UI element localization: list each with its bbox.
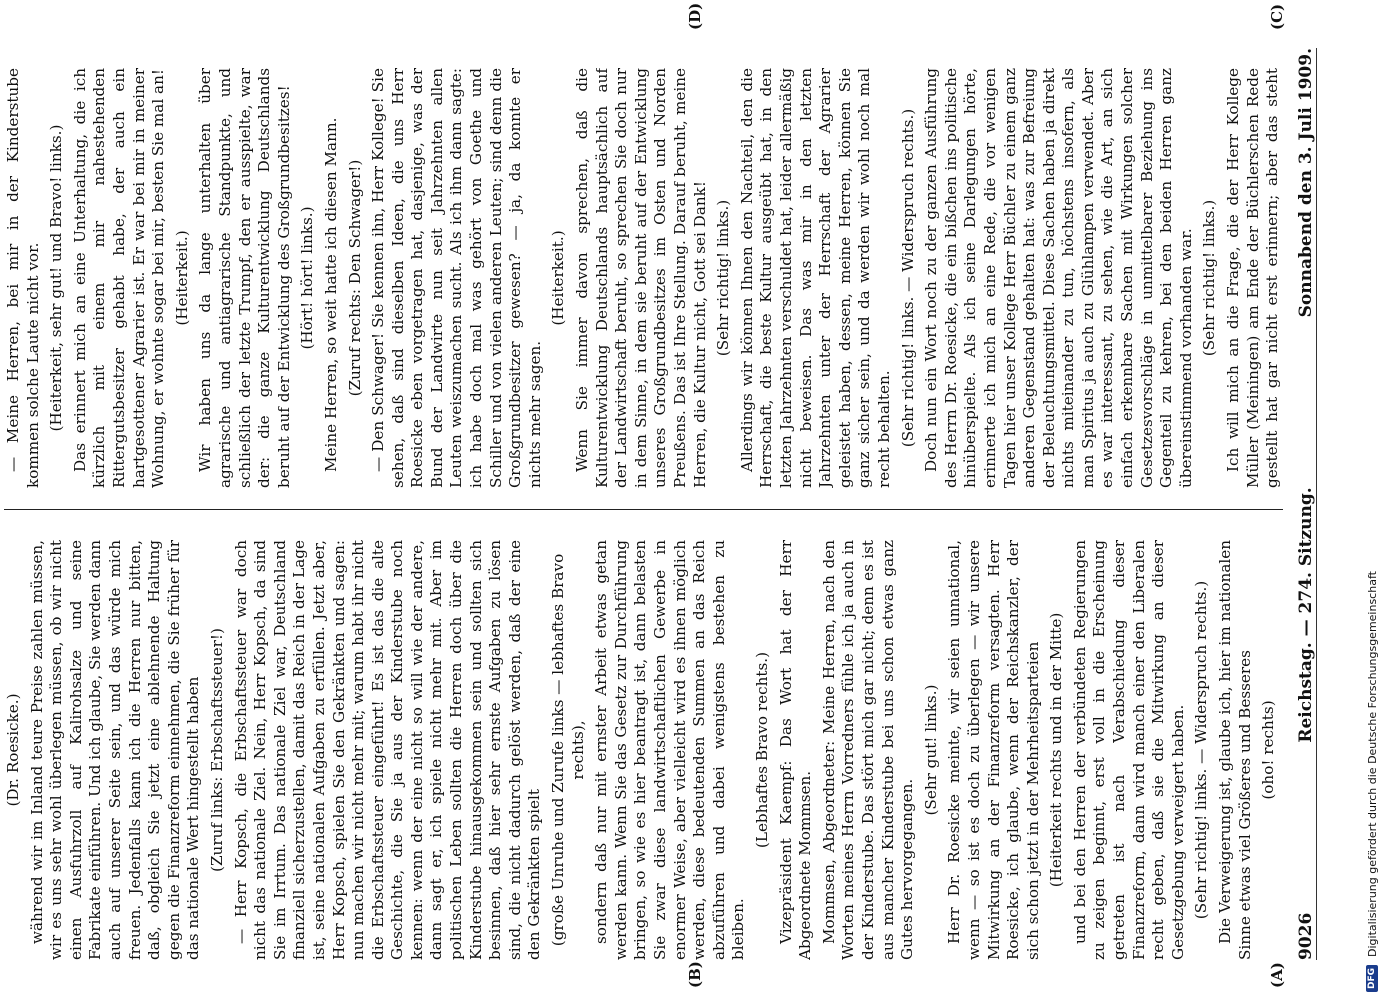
paragraph: — Den Schwager! Sie kennen ihn, Herr Kollege! Sie sehen, daß sind dieselben Ideen, die uns Herr Roesicke eben vorgetragen hat, dasjenige, was der Bund der Landwirte nun seit Jahrzehnten allen Leuten weiszumachen sucht. Als ich ihm dann sagte: ich habe doch mal was gehört von Goethe und Schiller und von vielen anderen Leuten; sind denn die Großgrundbesitzer gewesen? — ja, da konnte er nichts mehr sagen.	[369, 68, 544, 488]
page-header	[1288, 48, 1317, 960]
stage-direction: (Dr. Roesicke.)	[4, 693, 22, 807]
paragraph: Das erinnert mich an eine Unterhaltung, die ich kürzlich mit einem mir nahestehenden Rittergutsbesitzer gehabt habe, der auch ein hartgesottener Agrarier ist. Er war bei mir in meiner Wohnung, er wohnte sogar bei mir, besten Sie mal an!	[70, 68, 168, 488]
stage-direction: (Heiterkeit, sehr gut! und Bravo! links.)	[47, 124, 66, 432]
stage-direction: (Sehr richtig! links. — Widerspruch rechts.)	[898, 108, 917, 448]
paragraph: Ich will mich an die Frage, die der Herr Kollege Müller (Meiningen) am Ende der Büchlerschen Rede gestellt hat gar nicht erst erinnern; aber das steht	[1224, 68, 1282, 488]
stage-direction: (Hört! hört! links.)	[298, 206, 317, 350]
paragraph: Vizepräsident Kaempf: Das Wort hat der Herr Abgeordnete Mommsen.	[776, 540, 815, 960]
paragraph: und bei den Herren der verbündeten Regierungen zu zeigen beginnt, erst voll in die Erscheinung getreten ist nach Verabschiedung dieser Finanzreform, dann wird manch einer den Liberalen recht geben, daß sie die Mitwirkung an dieser Gesetzgebung verweigert haben.	[1070, 540, 1187, 960]
page-title: Reichstag. — 274. Sitzung.	[1296, 487, 1316, 743]
paragraph: Wir haben uns da lange unterhalten über agrarische und antiagrarische Standpunkte, und schließlich der letzte Trumpf, den er ausspielte, war der: die ganze Kulturentwicklung Deutschlands beruht auf der Entwicklung des Großgrundbesitzes!	[196, 68, 293, 488]
paragraph: während wir im Inland teure Preise zahlen müssen, wir es uns sehr wohl überlegen müssen, ob wir nicht einen Ausfuhrzoll auf Kalirohsalze und seine Fabrikate einführen. Und ich glaube, Sie werden dann auch auf unserer Seite sein, und das würde mich freuen. Jedenfalls kann ich die Herren nur bitten, daß, obgleich Sie jetzt eine ablehnende Haltung gegen die Finanzreform einnehmen, die Sie früher für das nationale Wert hingestellt haben	[27, 540, 203, 960]
paragraph: Wenn Sie immer davon sprechen, daß die Kulturentwicklung Deutschlands hauptsächlich auf der Landwirtschaft beruht, so sprechen Sie doch nur in dem Sinne, in dem sie beruht auf der Entwicklung unseres Großgrundbesitzes im Osten und Norden Preußens. Das ist Ihre Stellung. Darauf beruht, meine Herren, die Kultur nicht, Gott sei Dank!	[573, 68, 709, 488]
session-date: Sonnabend den 3. Juli 1909.	[1296, 48, 1316, 318]
page-number: 9026	[1296, 912, 1316, 960]
column-divider	[4, 509, 1283, 510]
stage-direction: (Heiterkeit.)	[172, 230, 191, 326]
paragraph: sondern daß nur mit ernster Arbeit etwas getan werden kann. Wenn Sie das Gesetz zur Durchführung bringen, so wie es hier beantragt ist, dann belasten Sie zwar diese landwirtschaftlichen Gewerbe in enormer Weise, aber vielleicht wird es ihnen möglich werden, diese bedeutenden Summen an das Reich abzuführen und dabei wenigstens bestehen zu bleiben.	[592, 540, 748, 960]
paragraph: Doch nun ein Wort noch zu der ganzen Ausführung des Herrn Dr. Roesicke, die ein bißchen ins politische hinüberspielte. Als ich seine Darlegungen hörte, erinnerte ich mich an eine Rede, die vor wenigen Tagen hier unser Kollege Herr Büchler zu einem ganz anderen Gegenstand gehalten hat: was zur Befreiung der Beleuchtungsmittel. Diese Sachen haben ja direkt nichts miteinander zu tun, höchstens insofern, als man Spiritus ja auch zu Glühlampen verwendet. Aber es war interessant, zu sehen, wie die Art, an sich einfach erkennbare Sachen mit Wirkungen solcher Gesetzesvorschläge in unmittelbarer Beziehung ins Gegenteil zu kehren, bei den beiden Herren ganz übereinstimmend vorhanden war.	[922, 68, 1195, 488]
stage-direction: (Sehr richtig! links.)	[1200, 199, 1219, 357]
right-column	[4, 68, 1283, 488]
stage-direction: (Zuruf links: Erbschaftssteuer!)	[207, 628, 226, 872]
paragraph: — Meine Herren, bei mir in der Kinderstube kommen solche Laute nicht vor.	[4, 68, 42, 488]
margin-mark-d: (D)	[686, 2, 704, 30]
stage-direction: (große Unruhe und Zurufe links — lebhaftes Bravo rechts),	[549, 553, 587, 947]
margin-mark-c: (C)	[1268, 3, 1286, 30]
stage-direction: (Lebhaftes Bravo rechts.)	[752, 651, 771, 849]
margin-mark-a: (A)	[1268, 962, 1286, 988]
stage-direction: (Heiterkeit rechts und in der Mitte)	[1047, 612, 1066, 888]
footer-credit: Digitalisierung gefördert durch die Deutsche Forschungsgemeinschaft	[1365, 571, 1379, 957]
paragraph: Die Verweigerung ist, glaube ich, hier im nationalen Sinne etwas viel Größeres und Besseres	[1216, 540, 1254, 960]
stage-direction: (Sehr richtig! links. — Widerspruch rechts.)	[1192, 580, 1211, 920]
stage-direction: (Zuruf rechts: Den Schwager!)	[345, 159, 364, 397]
paragraph: Meine Herren, so weit hatte ich diesen Mann.	[321, 117, 340, 472]
left-column	[4, 540, 1283, 960]
paragraph: Herr Dr. Roesicke meinte, wir seien unnational, wenn — so ist es doch zu überlegen — wir unsere Mitwirkung an der Finanzreform versagten. Herr Roesicke, ich glaube, wenn der Reichskanzler, der sich schon jetzt in der Mehrheitsparteien	[945, 540, 1042, 960]
paragraph: — Herr Kopsch, die Erbschaftssteuer war doch nicht das nationale Ziel. Nein, Herr Kopsch, da sind Sie im Irrtum. Das nationale Ziel war, Deutschland finanziell sicherzustellen, damit das Reich in der Lage ist, seine nationalen Aufgaben zu erfüllen. Jetzt aber, Herr Kopsch, spielen Sie den Gekränkten und sagen: nun machen wir nicht mehr mit; warum habt ihr nicht die Erbschaftssteuer eingeführt! Es ist das die alte Geschichte, die Sie ja aus der Kinderstube noch kennen: wenn der eine nicht so will wie der andere, dann sagt er, ich spiele nicht mehr mit. Aber im politischen Leben sollten die Herren doch über die Kinderstube hinausgekommen sein und sollten sich besinnen, daß hier sehr ernste Aufgaben zu lösen sind, die nicht dadurch gelöst werden, daß der eine den Gekränkten spielt	[231, 540, 544, 960]
stage-direction: (Sehr richtig! links.)	[714, 199, 733, 357]
dfg-logo: DFG	[1366, 965, 1378, 992]
footer	[1362, 0, 1382, 1000]
stage-direction: (oho! rechts)	[1259, 700, 1278, 800]
stage-direction: (Heiterkeit.)	[549, 230, 568, 326]
paragraph: Mommsen, Abgeordneter: Meine Herren, nach den Worten meines Herrn Vorredners fühle ich ja auch in der Kinderstube. Das stört mich gar nicht; denn es ist aus mancher Kinderstube bei uns schon etwas ganz Gutes hervorgegangen.	[819, 540, 917, 960]
paragraph: Allerdings wir können Ihnen den Nachteil, den die Herrschaft, die beste Kultur ausgeübt hat, in den letzten Jahrzehnten verschuldet hat, leider allermäßig nicht beweisen. Das was mir in den letzten Jahrzehnten unter der Herrschaft der Agrarier geleistet haben, dessen, meine Herren, können Sie ganz sicher sein, und da werden wir wohl noch mal recht behalten.	[737, 68, 893, 488]
margin-mark-b: (B)	[686, 961, 704, 988]
stage-direction: (Sehr gut! links.)	[921, 684, 940, 816]
